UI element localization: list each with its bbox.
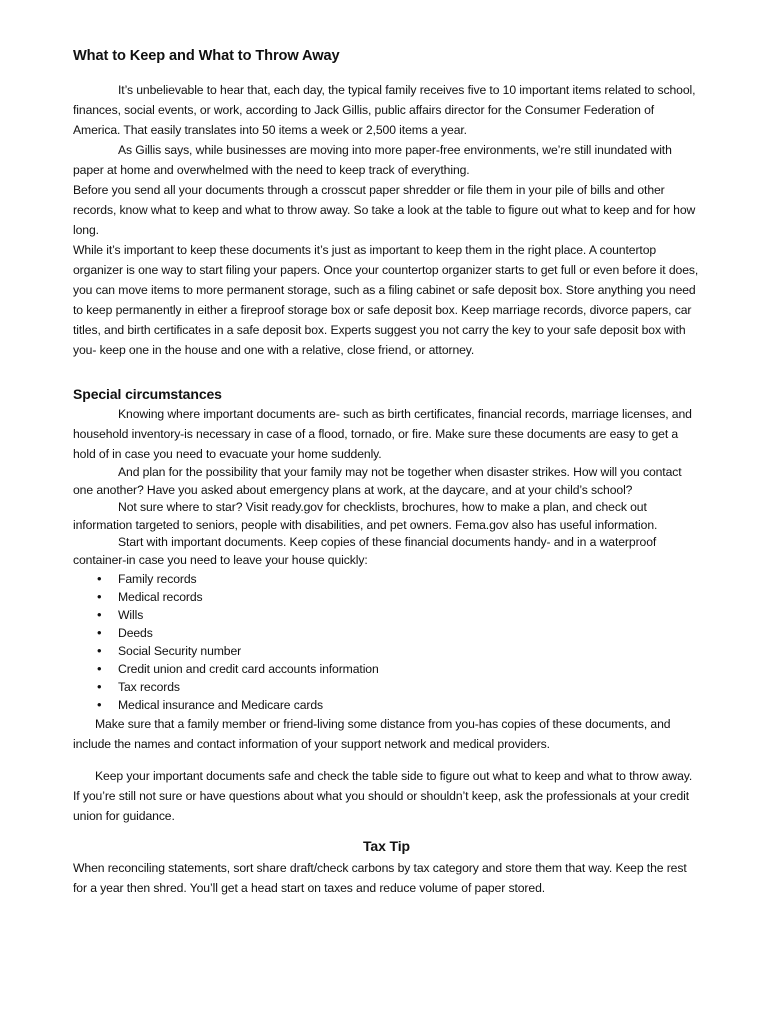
special-circumstances-heading: Special circumstances — [73, 386, 222, 402]
bullet-icon: • — [97, 606, 102, 622]
list-item: • Wills — [97, 606, 144, 622]
list-item: • Medical records — [97, 588, 203, 604]
bullet-icon: • — [97, 660, 102, 676]
closing-paragraph: Keep your important documents safe and check the table side to figure out what to keep and what to throw away. If you’re still not sure or have questions about what you should or shouldn’t keep, ask the professionals at your credit union for guidance. — [73, 768, 693, 823]
documents-list — [73, 570, 700, 714]
bullet-icon: • — [97, 678, 102, 694]
after-list-paragraph: Make sure that a family member or friend-living some distance from you-has copies of these documents, and include the names and contact information of your support network and medical providers. — [73, 716, 671, 751]
special-paragraph-2: And plan for the possibility that your family may not be together when disaster strikes. How will you contact one another? Have you asked about emergency plans at work, at the daycare, and at your child’s school? — [73, 465, 682, 497]
special-paragraph-4: Start with important documents. Keep copies of these financial documents handy- and in a waterproof container-in case you need to leave your house quickly: — [73, 535, 657, 567]
tax-tip-body: When reconciling statements, sort share draft/check carbons by tax category and store them that way. Keep the rest for a year then shred. You’ll get a head start on taxes and reduce volume of paper stored. — [73, 860, 687, 895]
intro-paragraph-4: While it’s important to keep these documents it’s just as important to keep them in the right place. A countertop organizer is one way to start filing your papers. Once your countertop organizer starts to get full or even before it does, you can move items to more permanent storage, such as a filing cabinet or safe deposit box. Store anything you need to keep permanently in either a fireproof storage box or safe deposit box. Keep marriage records, divorce papers, car titles, and birth certificates in a safe deposit box. Experts suggest you not carry the key to your safe deposit box with you- keep one in the house and one with a relative, close friend, or attorney. — [73, 243, 699, 357]
list-item: • Tax records — [97, 678, 180, 694]
bullet-icon: • — [97, 588, 102, 604]
list-item: • Medical insurance and Medicare cards — [97, 696, 324, 712]
bullet-icon: • — [97, 570, 102, 586]
page-title: What to Keep and What to Throw Away — [73, 48, 340, 64]
list-item: • Social Security number — [97, 642, 242, 658]
list-item: • Deeds — [97, 624, 153, 640]
special-paragraph-3: Not sure where to star? Visit ready.gov for checklists, brochures, how to make a plan, and check out information targeted to seniors, people with disabilities, and pet owners. Fema.gov also has useful information. — [73, 500, 658, 532]
list-item: • Credit union and credit card accounts information — [97, 660, 379, 676]
bullet-icon: • — [97, 624, 102, 640]
intro-paragraph-3: Before you send all your documents through a crosscut paper shredder or file them in your pile of bills and other records, know what to keep and what to throw away. So take a look at the table to figure out what to keep and for how long. — [73, 183, 696, 237]
intro-paragraph-2: As Gillis says, while businesses are moving into more paper-free environments, we’re still inundated with paper at home and overwhelmed with the need to keep track of everything. — [73, 143, 672, 177]
tax-tip-heading: Tax Tip — [362, 837, 410, 854]
list-item: • Family records — [97, 570, 197, 586]
special-paragraph-1: Knowing where important documents are- such as birth certificates, financial records, marriage licenses, and household inventory-is necessary in case of a flood, tornado, or fire. Make sure these documents are easy to get a hold of in case you need to evacuate your home suddenly. — [73, 407, 692, 461]
bullet-icon: • — [97, 696, 102, 712]
intro-paragraph-1: It’s unbelievable to hear that, each day, the typical family receives five to 10 important items related to school, finances, social events, or work, according to Jack Gillis, public affairs director for the Consumer Federation of America. That easily translates into 50 items a week or 2,500 items a year. — [73, 83, 696, 137]
bullet-icon: • — [97, 642, 102, 658]
